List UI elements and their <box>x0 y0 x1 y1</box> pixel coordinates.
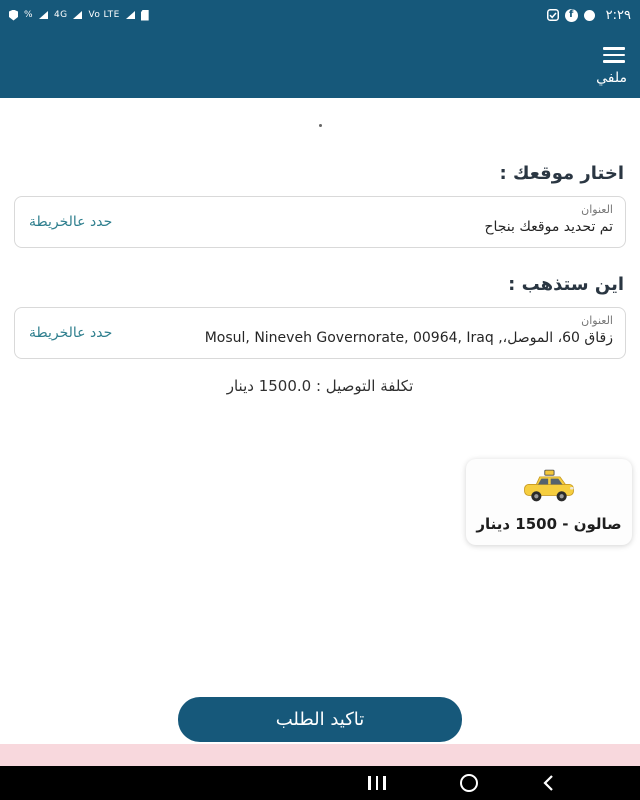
home-icon[interactable] <box>460 774 478 792</box>
confirm-order-button[interactable]: تاكيد الطلب <box>178 697 462 742</box>
sim-icon <box>141 10 149 21</box>
notification-dot-icon <box>584 10 595 21</box>
destination-map-link[interactable]: حدد عالخريطة <box>29 325 113 341</box>
destination-field-value: زقاق 60، الموصل،, Mosul, Nineveh Governorate, 00964, Iraq <box>204 330 613 346</box>
destination-field-label: العنوان <box>581 314 613 327</box>
battery-percent-label: % <box>24 9 33 20</box>
status-bar <box>0 0 640 30</box>
android-nav-bar <box>0 766 640 800</box>
vehicle-option-card[interactable] <box>466 459 632 545</box>
signal-icon <box>73 11 82 19</box>
signal-icon <box>39 11 48 19</box>
pickup-field-value: تم تحديد موقعك بنجاح <box>484 219 613 235</box>
destination-address-field[interactable] <box>14 307 626 359</box>
back-icon[interactable] <box>543 774 554 792</box>
destination-heading: اين ستذهب : <box>508 274 624 295</box>
volte-label: Vo LTE <box>88 9 120 20</box>
pickup-address-field[interactable] <box>14 196 626 248</box>
status-right-icons <box>547 9 631 22</box>
battery-shield-icon <box>9 10 18 21</box>
taxi-image <box>522 469 576 505</box>
pickup-heading: اختار موقعك : <box>499 163 624 184</box>
recents-icon[interactable] <box>368 776 386 790</box>
hamburger-menu-icon[interactable] <box>603 47 625 63</box>
main-content <box>0 124 640 545</box>
signal-icon <box>126 11 135 19</box>
pickup-field-label: العنوان <box>581 203 613 216</box>
vehicle-option-label: صالون - 1500 دينار <box>476 515 622 533</box>
profile-menu-label[interactable]: ملفي <box>596 70 627 86</box>
facebook-icon <box>565 9 578 22</box>
check-badge-icon <box>547 9 559 21</box>
app-header <box>0 30 640 98</box>
bottom-banner-strip <box>0 744 640 766</box>
network-4g-label: 4G <box>53 9 68 20</box>
status-time: ٢:٢٩ <box>605 7 631 23</box>
pickup-map-link[interactable]: حدد عالخريطة <box>29 214 113 230</box>
facebook-letter: f <box>568 9 574 20</box>
stray-dot <box>319 124 322 127</box>
status-left-icons <box>9 10 149 21</box>
delivery-cost-text: تكلفة التوصيل : 1500.0 دينار <box>226 377 414 395</box>
